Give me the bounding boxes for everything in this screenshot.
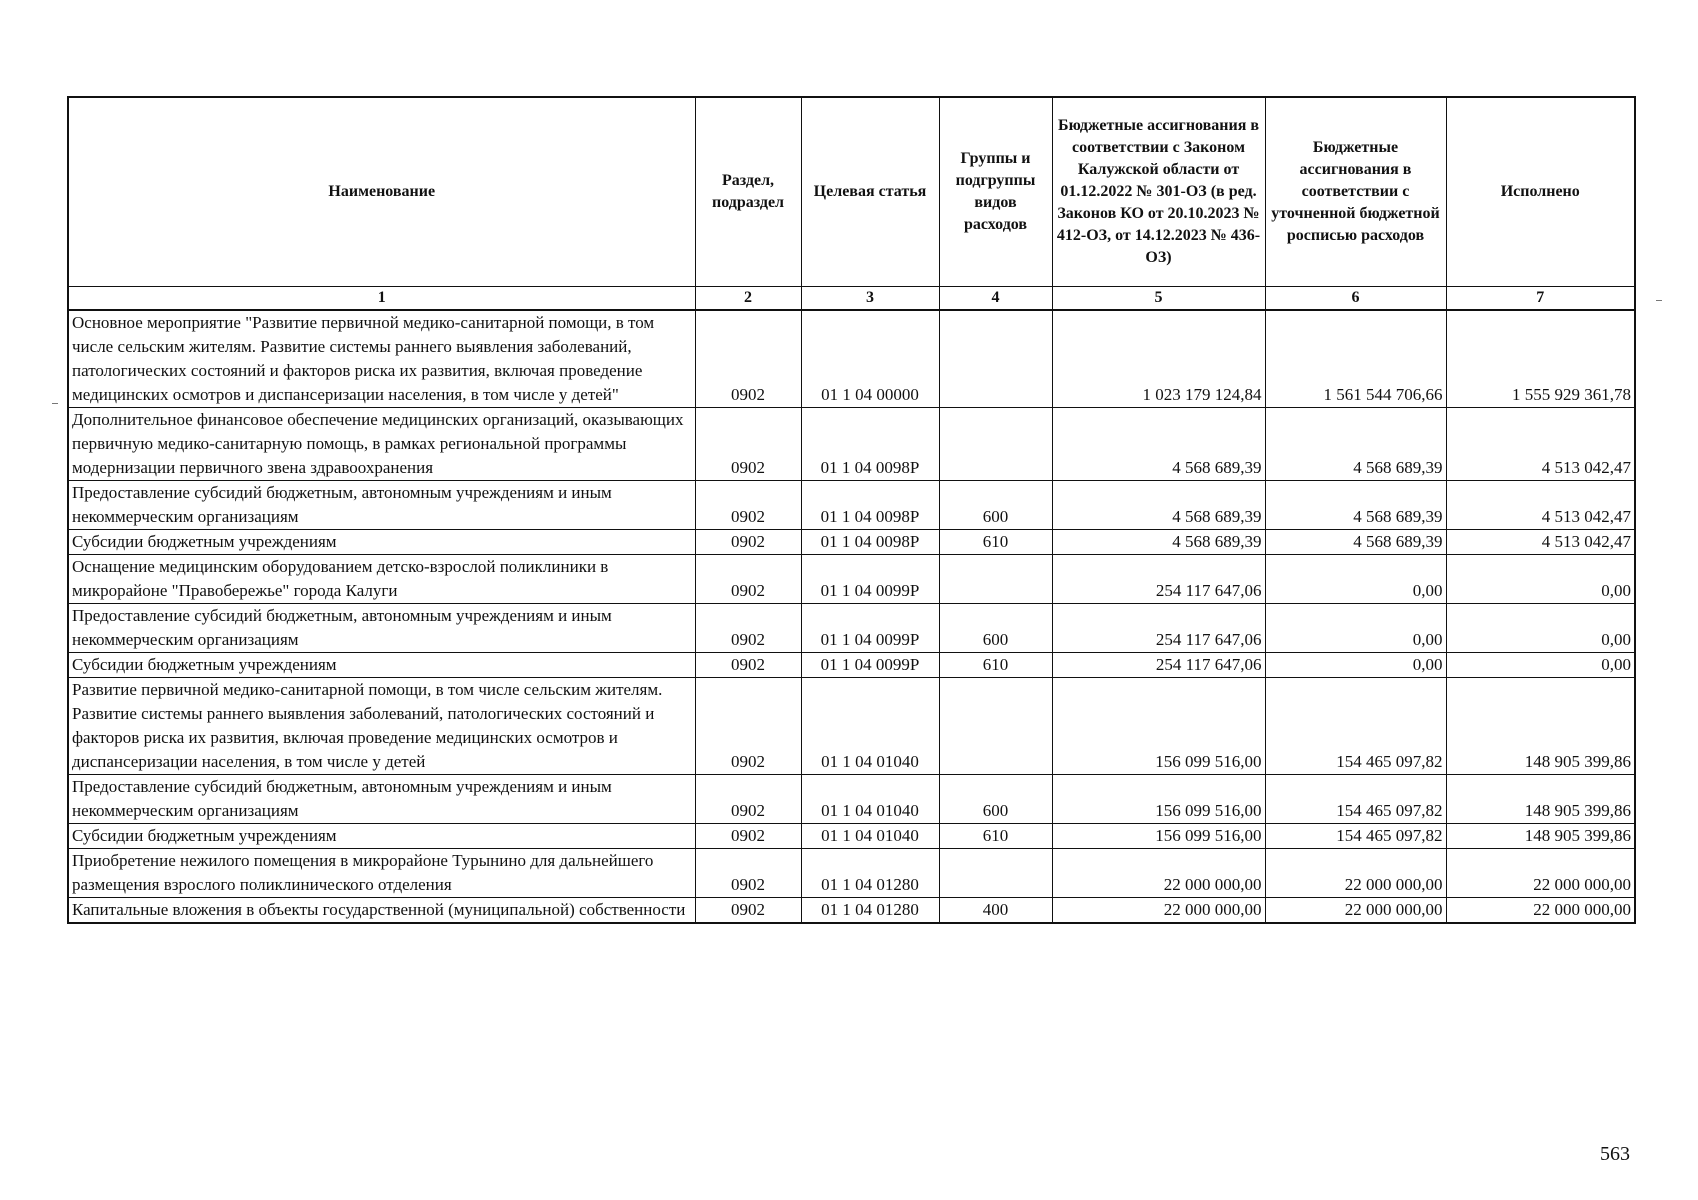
column-number: 5 [1052,287,1265,311]
column-header-executed: Исполнено [1446,97,1635,287]
column-number: 2 [695,287,801,311]
row-group [939,678,1052,775]
column-number: 4 [939,287,1052,311]
row-executed-amount: 148 905 399,86 [1446,775,1635,824]
row-name: Капитальные вложения в объекты государственной (муниципальной) собственности [68,898,695,924]
row-refined-amount: 154 465 097,82 [1265,678,1446,775]
row-executed-amount: 22 000 000,00 [1446,849,1635,898]
row-law-amount: 254 117 647,06 [1052,555,1265,604]
row-target: 01 1 04 0099Р [801,604,939,653]
column-number: 6 [1265,287,1446,311]
row-section: 0902 [695,849,801,898]
row-refined-amount: 4 568 689,39 [1265,408,1446,481]
row-refined-amount: 0,00 [1265,555,1446,604]
row-executed-amount: 148 905 399,86 [1446,678,1635,775]
row-law-amount: 4 568 689,39 [1052,530,1265,555]
row-executed-amount: 148 905 399,86 [1446,824,1635,849]
row-law-amount: 4 568 689,39 [1052,408,1265,481]
row-target: 01 1 04 0099Р [801,653,939,678]
row-name: Основное мероприятие "Развитие первичной медико-санитарной помощи, в том числе сельским жителям. Развитие системы раннего выявления заболеваний, патологических состояний и факторов риска их развития, включая проведение медицинских осмотров и диспансеризации населения, в том числе у детей" [68,310,695,408]
table-row [68,310,1635,408]
table-row [68,849,1635,898]
row-target: 01 1 04 0098Р [801,408,939,481]
row-refined-amount: 4 568 689,39 [1265,481,1446,530]
table-row [68,555,1635,604]
column-header-group: Группы и подгруппы видов расходов [939,97,1052,287]
column-header-target: Целевая статья [801,97,939,287]
row-law-amount: 22 000 000,00 [1052,898,1265,924]
row-name: Дополнительное финансовое обеспечение медицинских организаций, оказывающих первичную медико-санитарную помощь, в рамках региональной программы модернизации первичного звена здравоохранения [68,408,695,481]
row-group: 610 [939,530,1052,555]
row-law-amount: 156 099 516,00 [1052,824,1265,849]
header-row [68,97,1635,287]
row-law-amount: 254 117 647,06 [1052,604,1265,653]
column-header-name: Наименование [68,97,695,287]
row-section: 0902 [695,678,801,775]
scan-mark [1656,300,1662,301]
row-target: 01 1 04 01040 [801,775,939,824]
table-row [68,653,1635,678]
scan-mark [52,403,58,404]
row-law-amount: 1 023 179 124,84 [1052,310,1265,408]
row-refined-amount: 22 000 000,00 [1265,849,1446,898]
table-row [68,775,1635,824]
row-law-amount: 4 568 689,39 [1052,481,1265,530]
table-row [68,604,1635,653]
row-executed-amount: 4 513 042,47 [1446,408,1635,481]
row-name: Предоставление субсидий бюджетным, автономным учреждениям и иным некоммерческим организациям [68,604,695,653]
column-number: 3 [801,287,939,311]
row-section: 0902 [695,775,801,824]
row-name: Развитие первичной медико-санитарной помощи, в том числе сельским жителям. Развитие системы раннего выявления заболеваний, патологических состояний и факторов риска их развития, включая проведение медицинских осмотров и диспансеризации населения, в том числе у детей [68,678,695,775]
row-name: Предоставление субсидий бюджетным, автономным учреждениям и иным некоммерческим организациям [68,775,695,824]
row-law-amount: 254 117 647,06 [1052,653,1265,678]
row-group: 600 [939,604,1052,653]
row-target: 01 1 04 0099Р [801,555,939,604]
table-row [68,824,1635,849]
row-name: Субсидии бюджетным учреждениям [68,824,695,849]
row-target: 01 1 04 01280 [801,849,939,898]
row-refined-amount: 154 465 097,82 [1265,775,1446,824]
budget-table [67,96,1636,924]
row-group: 610 [939,824,1052,849]
row-name: Субсидии бюджетным учреждениям [68,530,695,555]
row-name: Оснащение медицинским оборудованием детско-взрослой поликлиники в микрорайоне "Правобережье" города Калуги [68,555,695,604]
row-section: 0902 [695,824,801,849]
row-executed-amount: 4 513 042,47 [1446,481,1635,530]
row-target: 01 1 04 01040 [801,824,939,849]
row-group: 600 [939,775,1052,824]
row-refined-amount: 0,00 [1265,653,1446,678]
row-group [939,849,1052,898]
row-section: 0902 [695,604,801,653]
row-executed-amount: 0,00 [1446,555,1635,604]
row-law-amount: 156 099 516,00 [1052,775,1265,824]
row-target: 01 1 04 0098Р [801,481,939,530]
row-executed-amount: 1 555 929 361,78 [1446,310,1635,408]
table-row [68,481,1635,530]
row-executed-amount: 0,00 [1446,653,1635,678]
row-target: 01 1 04 00000 [801,310,939,408]
column-number-row [68,287,1635,311]
row-group [939,310,1052,408]
row-section: 0902 [695,481,801,530]
row-law-amount: 156 099 516,00 [1052,678,1265,775]
table-row [68,678,1635,775]
row-refined-amount: 4 568 689,39 [1265,530,1446,555]
row-section: 0902 [695,653,801,678]
row-section: 0902 [695,530,801,555]
row-executed-amount: 22 000 000,00 [1446,898,1635,924]
row-refined-amount: 154 465 097,82 [1265,824,1446,849]
row-law-amount: 22 000 000,00 [1052,849,1265,898]
row-group: 400 [939,898,1052,924]
row-target: 01 1 04 01040 [801,678,939,775]
column-header-refined: Бюджетные ассигнования в соответствии с уточненной бюджетной росписью расходов [1265,97,1446,287]
row-refined-amount: 22 000 000,00 [1265,898,1446,924]
table-row [68,408,1635,481]
row-section: 0902 [695,555,801,604]
row-refined-amount: 0,00 [1265,604,1446,653]
table-row [68,898,1635,924]
row-group [939,408,1052,481]
row-section: 0902 [695,310,801,408]
column-number: 7 [1446,287,1635,311]
column-number: 1 [68,287,695,311]
row-executed-amount: 4 513 042,47 [1446,530,1635,555]
row-group: 610 [939,653,1052,678]
row-name: Приобретение нежилого помещения в микрорайоне Турынино для дальнейшего размещения взрослого поликлинического отделения [68,849,695,898]
row-executed-amount: 0,00 [1446,604,1635,653]
column-header-section: Раздел, подраздел [695,97,801,287]
page-number: 563 [1600,1143,1630,1165]
row-section: 0902 [695,898,801,924]
row-target: 01 1 04 0098Р [801,530,939,555]
row-group [939,555,1052,604]
row-name: Субсидии бюджетным учреждениям [68,653,695,678]
row-name: Предоставление субсидий бюджетным, автономным учреждениям и иным некоммерческим организациям [68,481,695,530]
row-refined-amount: 1 561 544 706,66 [1265,310,1446,408]
table-row [68,530,1635,555]
row-group: 600 [939,481,1052,530]
row-target: 01 1 04 01280 [801,898,939,924]
row-section: 0902 [695,408,801,481]
column-header-law: Бюджетные ассигнования в соответствии с Законом Калужской области от 01.12.2022 № 301-ОЗ (в ред. Законов КО от 20.10.2023 № 412-ОЗ, от 14.12.2023 № 436-ОЗ) [1052,97,1265,287]
